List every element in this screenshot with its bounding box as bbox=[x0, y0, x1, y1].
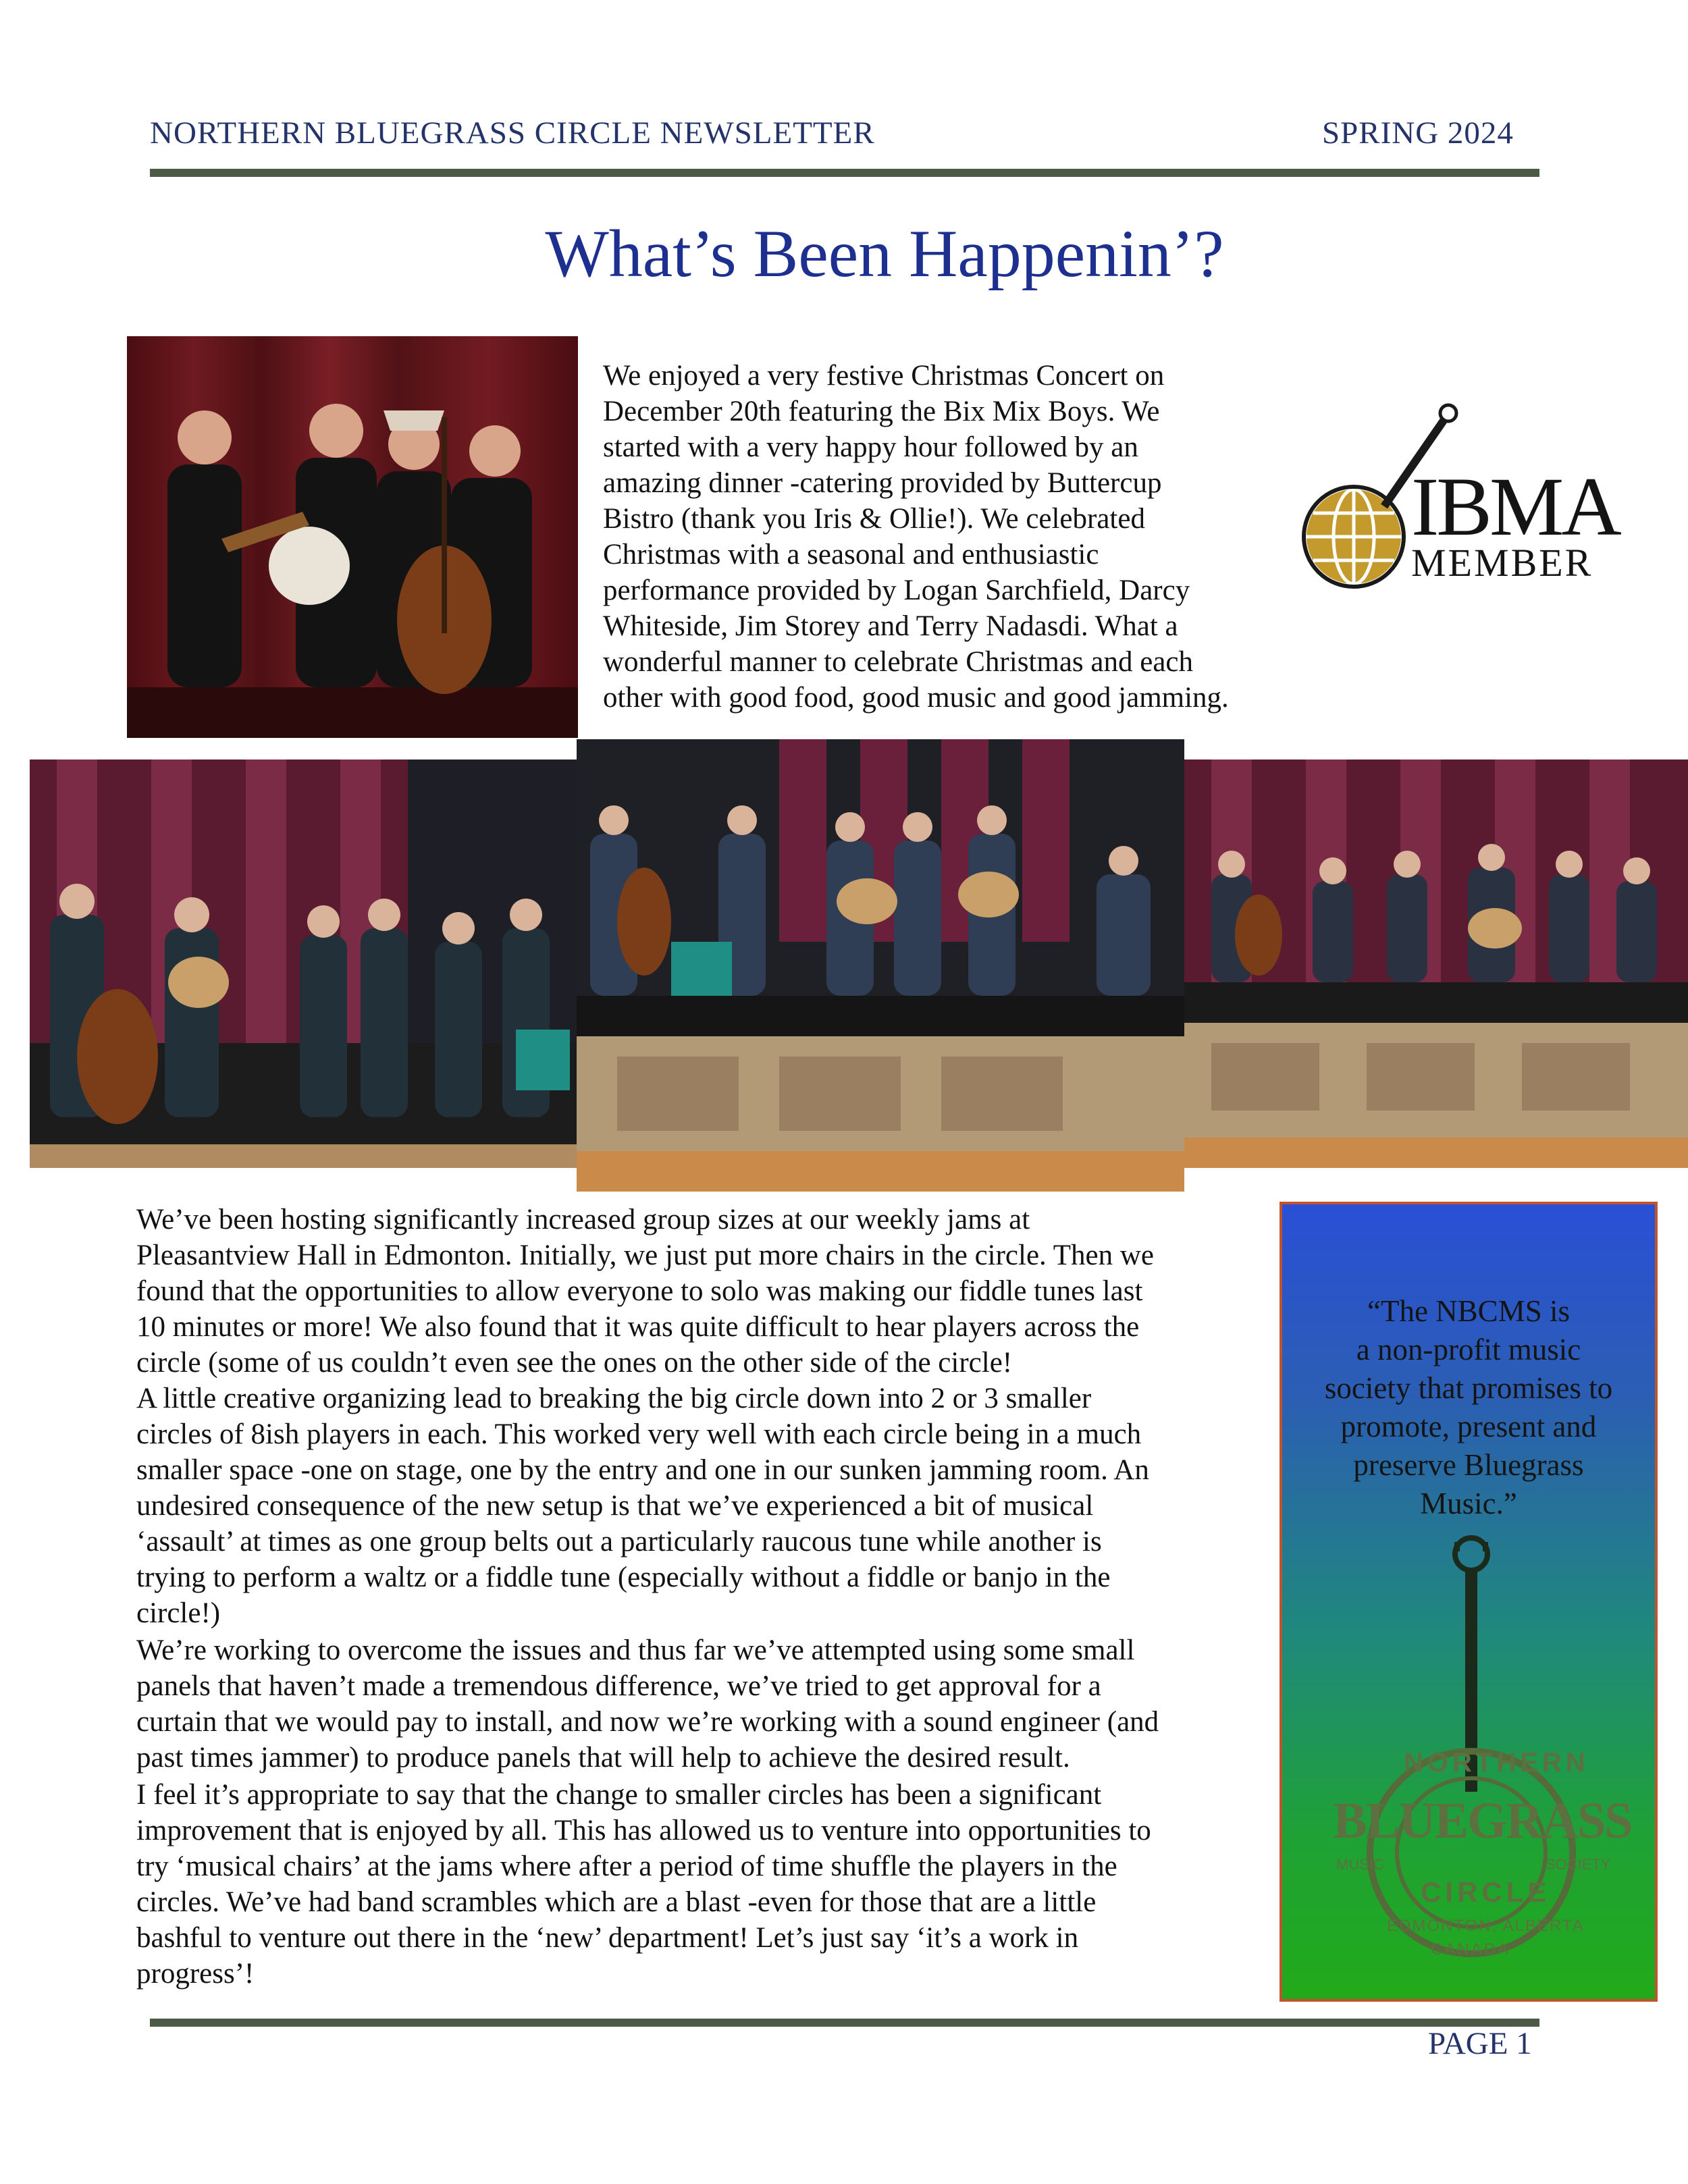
concert-photo bbox=[127, 336, 578, 738]
logo-bluegrass: BLUEGRASS bbox=[1333, 1792, 1632, 1849]
page-number: PAGE 1 bbox=[1428, 2026, 1532, 2061]
jam-photo-right bbox=[1184, 760, 1688, 1168]
ibma-member-logo bbox=[1276, 398, 1619, 594]
mission-sidebar bbox=[1280, 1202, 1658, 2002]
ibma-wordmark: IBMA bbox=[1411, 460, 1619, 553]
nbcms-logo bbox=[1333, 1535, 1632, 1967]
logo-northern: NORTHERN bbox=[1404, 1748, 1589, 1778]
jam-photo-middle bbox=[577, 739, 1184, 1192]
logo-society: SOCIETY bbox=[1546, 1856, 1611, 1873]
logo-country: CANADA bbox=[1431, 1940, 1511, 1959]
newsletter-title: NORTHERN BLUEGRASS CIRCLE NEWSLETTER bbox=[150, 115, 875, 151]
body-paragraph-2: A little creative organizing lead to breaking the big circle down into 2 or 3 smaller circles of 8ish players in each. This worked very well with each circle being in a much smaller space -one on stage, one by the entry and one in our sunken jamming room. An undesired consequence of the new setup is that we’ve experienced a bit of musical ‘assault’ at times as one group belts out a particularly raucous tune while another is trying to perform a waltz or a fiddle tune (especially without a fiddle or banjo in the circle!) bbox=[136, 1383, 1149, 1629]
logo-location: EDMONTON, ALBERTA bbox=[1387, 1917, 1585, 1935]
issue-label: SPRING 2024 bbox=[1322, 115, 1514, 151]
page-headline: What’s Been Happenin’? bbox=[545, 216, 1224, 291]
body-paragraph-4: I feel it’s appropriate to say that the change to smaller circles has been a significant improvement that is enjoyed by all. This has allowed us to venture into opportunities to try ‘musical chairs’ at the jams where after a period of time shuffle the players in the circles. We’ve had band scrambles which are a blast -even for those that are a little bashful to venture out there in the ‘new’ department! Let’s just say ‘it’s a work in progress’! bbox=[136, 1779, 1151, 1990]
footer-rule bbox=[150, 2019, 1539, 2027]
jam-photo-left bbox=[30, 760, 577, 1168]
logo-music: MUSIC bbox=[1336, 1856, 1384, 1873]
body-paragraph-1: We’ve been hosting significantly increased group sizes at our weekly jams at Pleasantview Hall in Edmonton. Initially, we just put more chairs in the circle. Then we found that the opportunities to allow everyone to solo was making our fiddle tunes last 10 minutes or more! We also found that it was quite difficult to hear players across the circle (some of us couldn’t even see the ones on the other side of the circle! bbox=[136, 1204, 1155, 1379]
body-paragraph-3: We’re working to overcome the issues and thus far we’ve attempted using some small panels that haven’t made a tremendous difference, we’ve tried to get approval for a curtain that we would pay to install, and now we’re working with a sound engineer (and past times jammer) to produce panels that will help to achieve the desired result. bbox=[136, 1634, 1159, 1774]
intro-paragraph: We enjoyed a very festive Christmas Concert on December 20th featuring the Bix Mix Boys. We started with a very happy hour followed by an amazing dinner -catering provided by Buttercup Bistro (thank you Iris & Ollie!). We celebrated Christmas with a seasonal and enthusiastic performance provided by Logan Sarchfield, Darcy Whiteside, Jim Storey and Terry Nadasdi. What a wonderful manner to celebrate Christmas and each other with good food, good music and good jamming. bbox=[603, 360, 1229, 714]
ibma-member-label: MEMBER bbox=[1411, 541, 1593, 585]
logo-circle: CIRCLE bbox=[1421, 1876, 1551, 1908]
mission-quote: “The NBCMS is a non-profit music society that promises to promote, present and preserve Bluegrass Music.” bbox=[1324, 1294, 1613, 1520]
header-rule bbox=[150, 169, 1539, 177]
